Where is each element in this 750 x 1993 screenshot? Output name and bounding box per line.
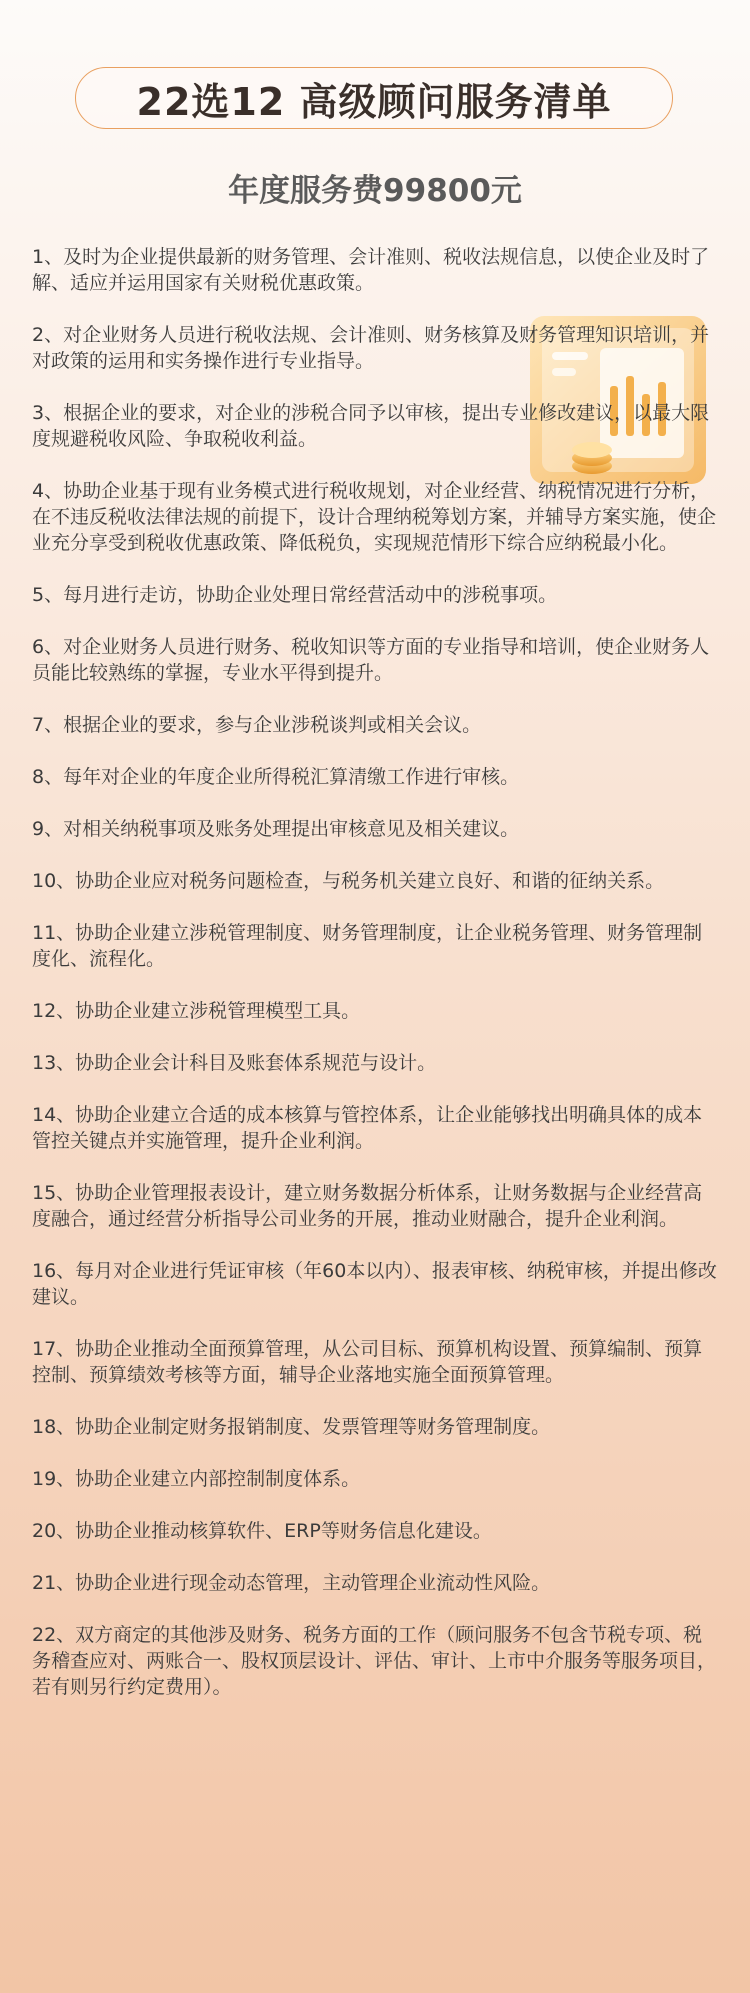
service-item-21: 21、协助企业进行现金动态管理，主动管理企业流动性风险。 — [32, 1572, 551, 1594]
service-item-19: 19、协助企业建立内部控制制度体系。 — [32, 1468, 361, 1490]
service-item-16: 16、每月对企业进行凭证审核（年60本以内）、报表审核、纳税审核，并提出修改建议。 — [32, 1260, 717, 1308]
service-item-12: 12、协助企业建立涉税管理模型工具。 — [32, 1000, 361, 1022]
service-list — [32, 244, 718, 1726]
service-item-18: 18、协助企业制定财务报销制度、发票管理等财务管理制度。 — [32, 1416, 551, 1438]
service-item-14: 14、协助企业建立合适的成本核算与管控体系，让企业能够找出明确具体的成本管控关键点并实施管理，提升企业利润。 — [32, 1104, 703, 1152]
service-item-8: 8、每年对企业的年度企业所得税汇算清缴工作进行审核。 — [32, 766, 520, 788]
service-item-7: 7、根据企业的要求，参与企业涉税谈判或相关会议。 — [32, 714, 482, 736]
service-item-17: 17、协助企业推动全面预算管理，从公司目标、预算机构设置、预算编制、预算控制、预算绩效考核等方面，辅导企业落地实施全面预算管理。 — [32, 1338, 703, 1386]
service-item-10: 10、协助企业应对税务问题检查，与税务机关建立良好、和谐的征纳关系。 — [32, 870, 665, 892]
service-item-5: 5、每月进行走访，协助企业处理日常经营活动中的涉税事项。 — [32, 584, 558, 606]
page-title: 22选12 高级顾问服务清单 — [136, 79, 612, 124]
service-item-2: 2、对企业财务人员进行税收法规、会计准则、财务核算及财务管理知识培训，并对政策的运用和实务操作进行专业指导。 — [32, 324, 710, 372]
service-item-9: 9、对相关纳税事项及账务处理提出审核意见及相关建议。 — [32, 818, 520, 840]
title-banner — [75, 67, 673, 129]
service-item-15: 15、协助企业管理报表设计，建立财务数据分析体系，让财务数据与企业经营高度融合，通过经营分析指导公司业务的开展，推动业财融合，提升企业利润。 — [32, 1182, 703, 1230]
service-item-3: 3、根据企业的要求，对企业的涉税合同予以审核，提出专业修改建议，以最大限度规避税收风险、争取税收利益。 — [32, 402, 710, 450]
service-item-20: 20、协助企业推动核算软件、ERP等财务信息化建设。 — [32, 1520, 492, 1542]
service-item-4: 4、协助企业基于现有业务模式进行税收规划，对企业经营、纳税情况进行分析，在不违反税收法律法规的前提下，设计合理纳税筹划方案，并辅导方案实施，使企业充分享受到税收优惠政策、降低税负，实现规范情形下综合应纳税最小化。 — [32, 480, 717, 554]
annual-fee: 年度服务费99800元 — [228, 173, 522, 209]
service-item-22: 22、双方商定的其他涉及财务、税务方面的工作（顾问服务不包含节税专项、税务稽查应对、两账合一、股权顶层设计、评估、审计、上市中介服务等服务项目，若有则另行约定费用）。 — [32, 1624, 717, 1698]
service-item-11: 11、协助企业建立涉税管理制度、财务管理制度，让企业税务管理、财务管理制度化、流程化。 — [32, 922, 703, 970]
service-item-1: 1、及时为企业提供最新的财务管理、会计准则、税收法规信息，以使企业及时了解、适应并运用国家有关财税优惠政策。 — [32, 246, 710, 294]
service-item-6: 6、对企业财务人员进行财务、税收知识等方面的专业指导和培训，使企业财务人员能比较熟练的掌握，专业水平得到提升。 — [32, 636, 710, 684]
service-item-13: 13、协助企业会计科目及账套体系规范与设计。 — [32, 1052, 437, 1074]
